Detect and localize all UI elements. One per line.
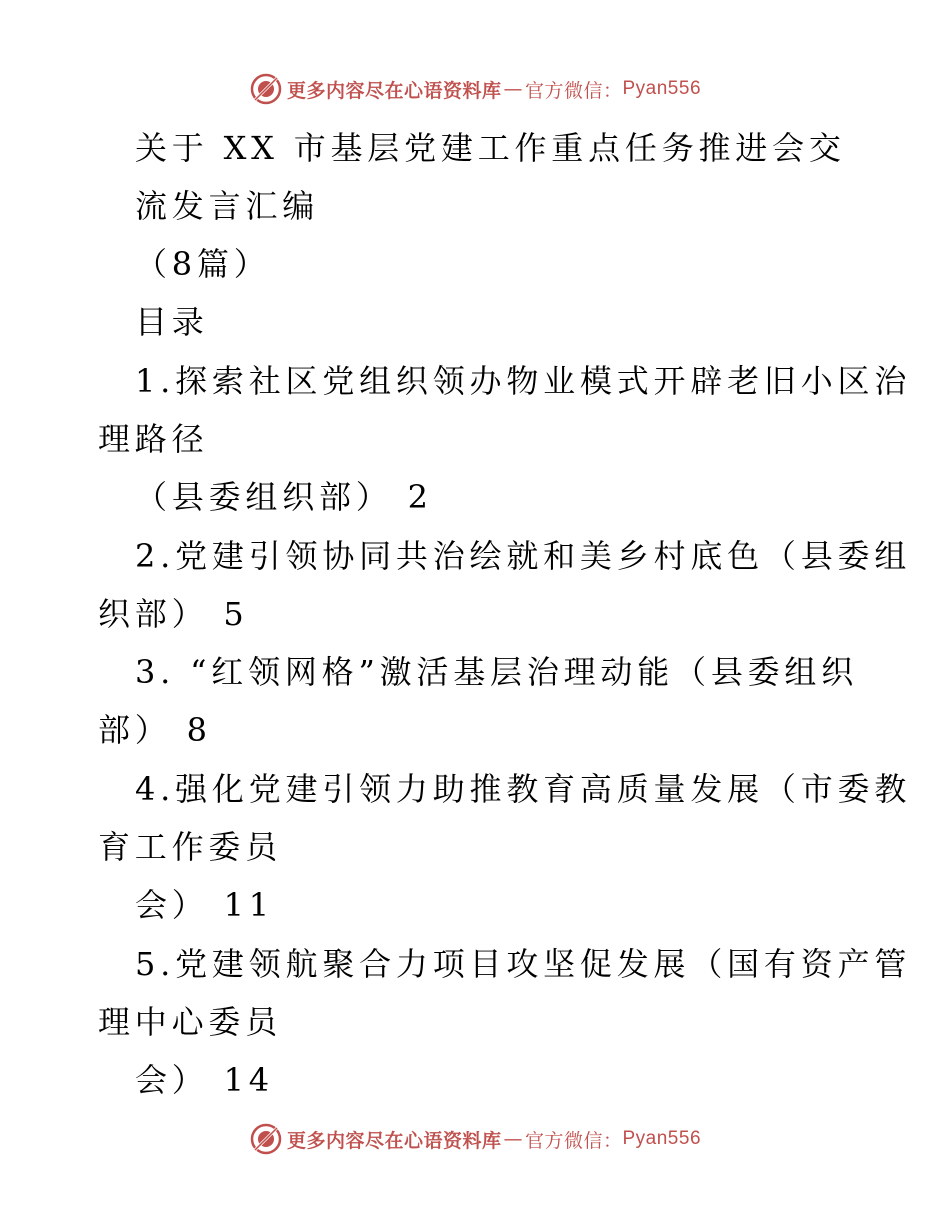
quill-seal-icon [249, 1122, 283, 1156]
banner-dash: — [503, 78, 523, 100]
banner-official: 官方微信： [524, 1129, 623, 1152]
doc-count: （8篇） [135, 245, 271, 283]
footer-banner [0, 1122, 950, 1156]
toc-line: 部） 8 [98, 711, 212, 749]
toc-line: 会） 11 [135, 886, 274, 924]
toc-line: 理路径 [98, 420, 209, 458]
toc-line: 织部） 5 [98, 595, 249, 633]
banner-account: Pyan556 [622, 1128, 702, 1149]
toc-heading: 目录 [135, 303, 209, 341]
toc-line: 4.强化党建引领力助推教育高质量发展（市委教 [135, 770, 912, 808]
doc-title-line-1: 关于 XX 市基层党建工作重点任务推进会交 [135, 129, 846, 167]
quill-seal-icon [249, 72, 283, 106]
banner-brand: 更多内容尽在心语资料库 [286, 1129, 502, 1152]
banner-brand: 更多内容尽在心语资料库 [286, 79, 502, 102]
banner-dash: — [503, 1128, 523, 1150]
header-banner [0, 72, 950, 106]
toc-line: 育工作委员 [98, 828, 283, 866]
toc-line: 理中心委员 [98, 1003, 283, 1041]
toc-line: 会） 14 [135, 1061, 274, 1099]
toc-line: 3. “红领网格”激活基层治理动能（县委组织 [135, 653, 859, 691]
toc-line: 5.党建领航聚合力项目攻坚促发展（国有资产管 [135, 945, 912, 983]
doc-title-line-2: 流发言汇编 [135, 187, 320, 225]
banner-official: 官方微信： [524, 79, 623, 102]
banner-account: Pyan556 [622, 78, 702, 99]
toc-line: （县委组织部） 2 [135, 478, 433, 516]
toc-line: 1.探索社区党组织领办物业模式开辟老旧小区治 [135, 362, 912, 400]
toc-line: 2.党建引领协同共治绘就和美乡村底色（县委组 [135, 537, 912, 575]
